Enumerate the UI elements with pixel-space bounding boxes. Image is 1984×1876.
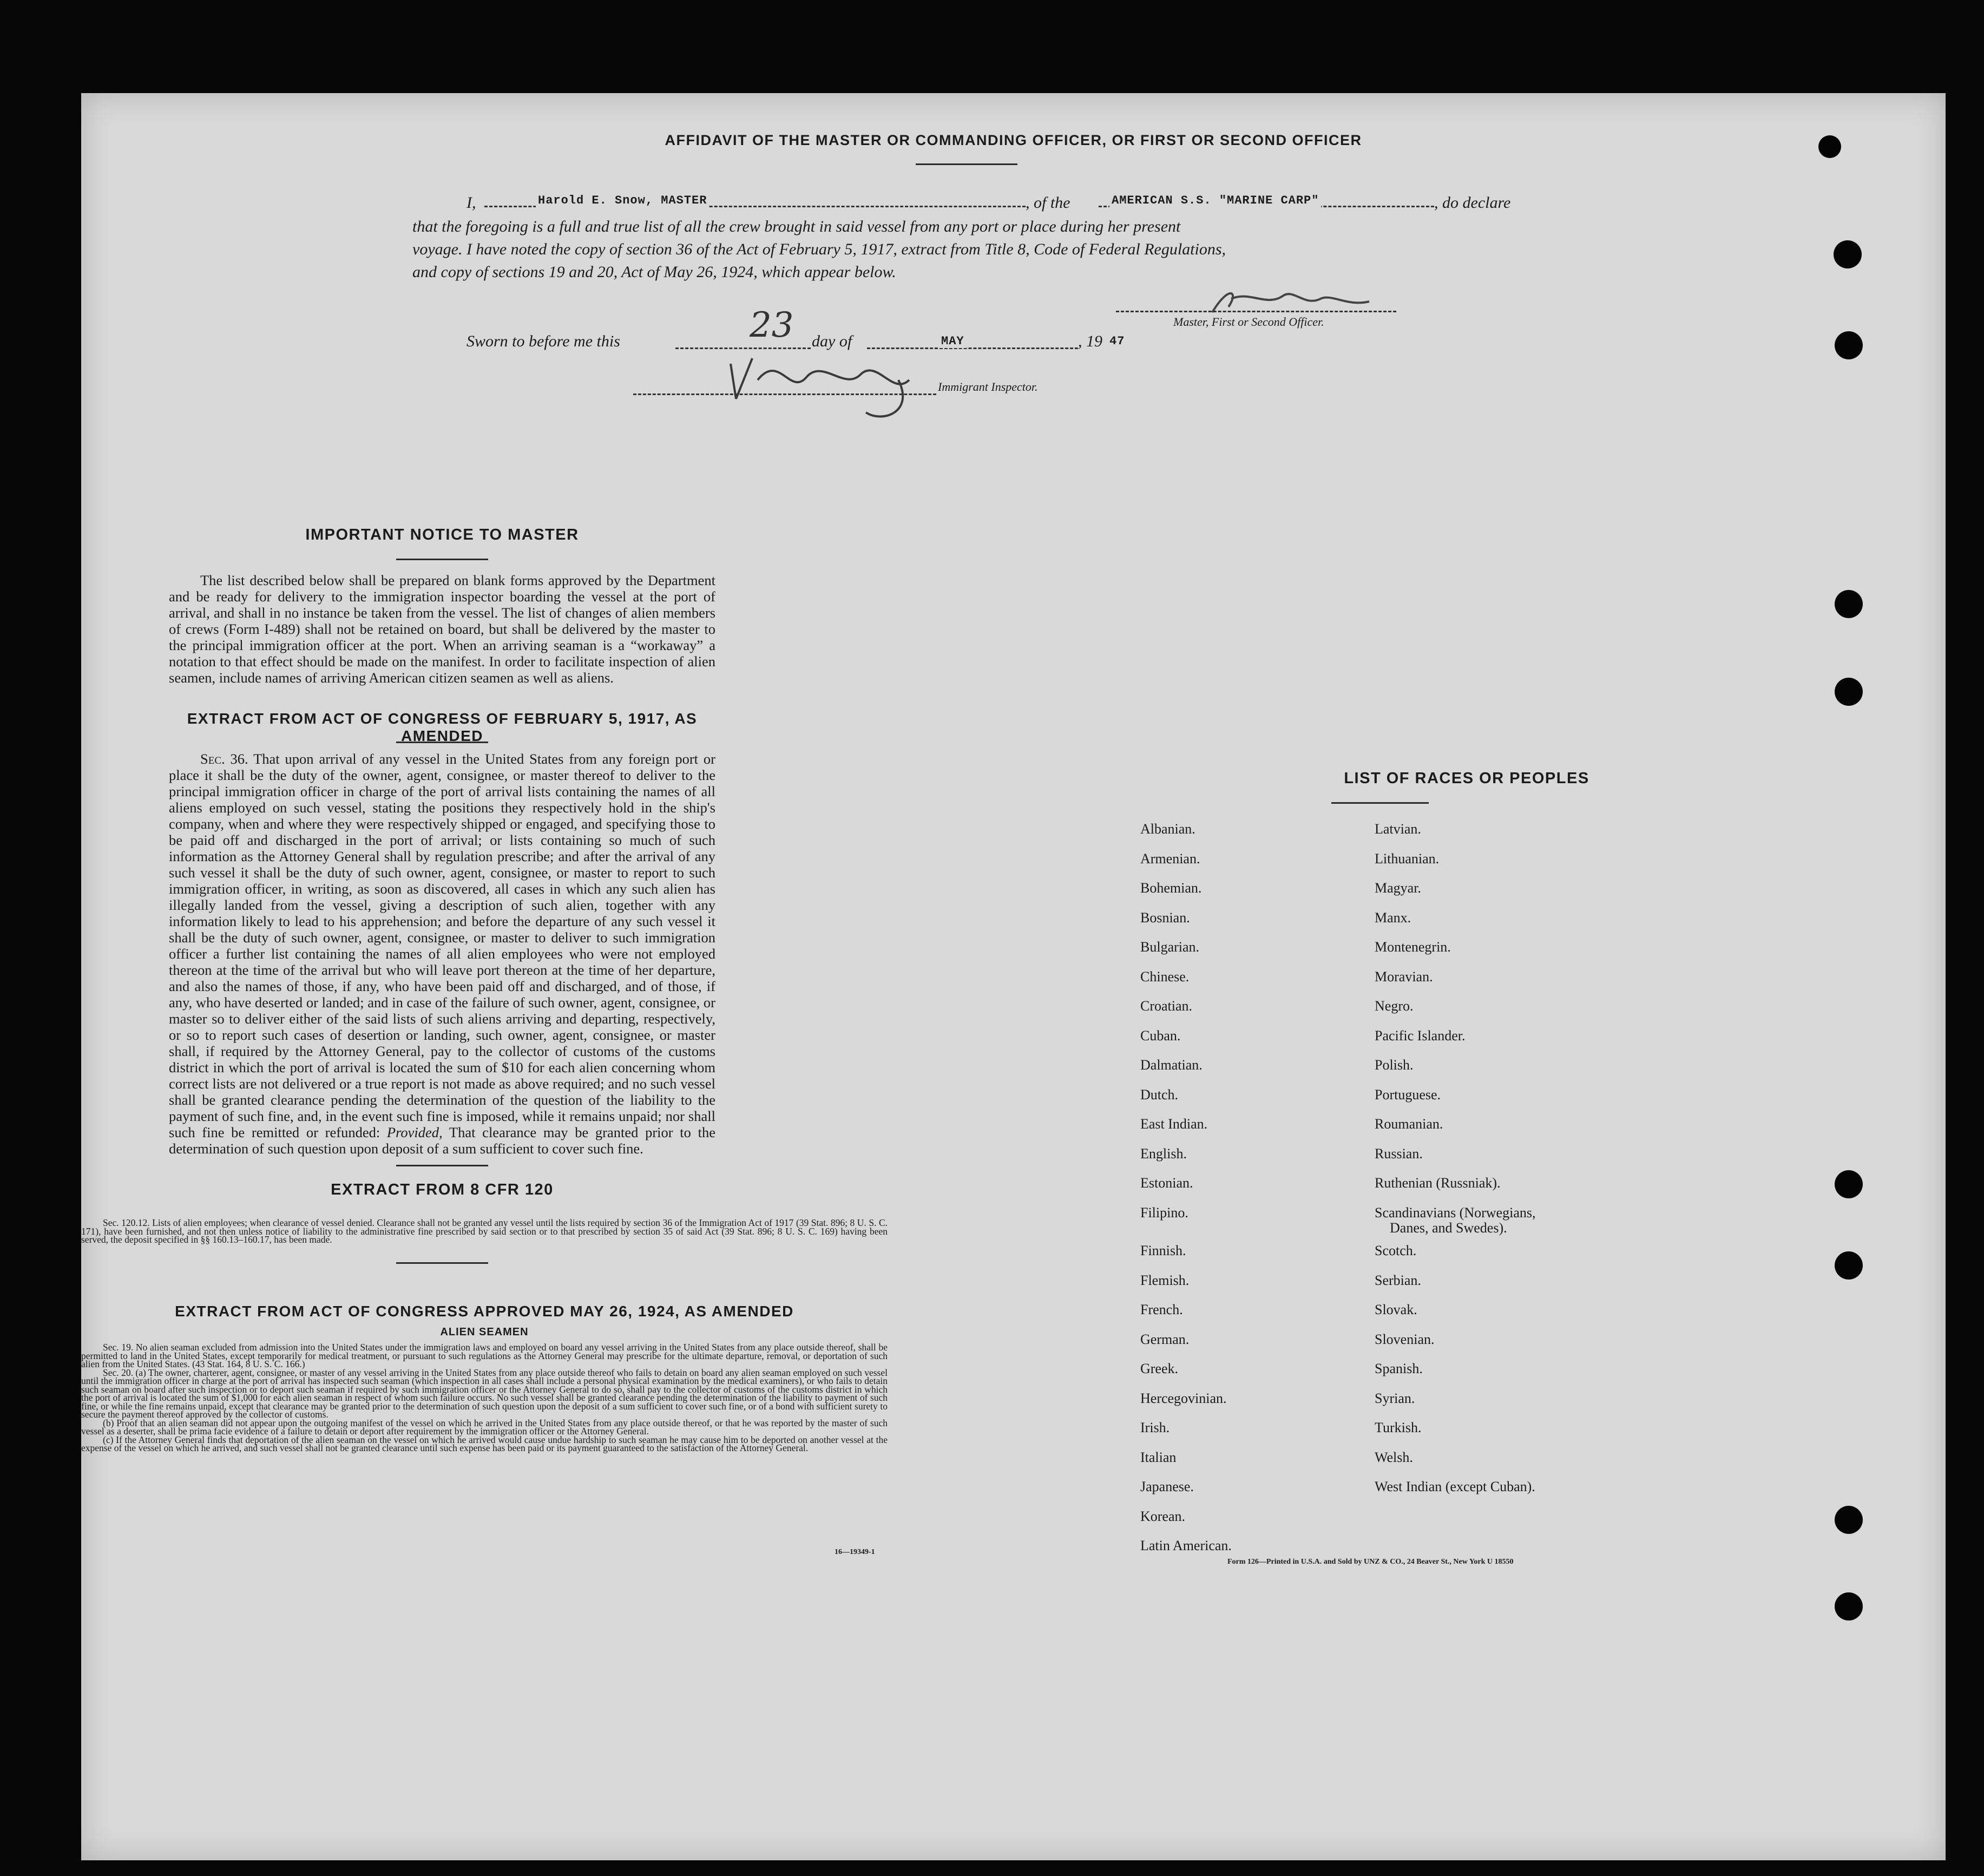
race-item: Negro. <box>1375 998 1414 1014</box>
race-item: Serbian. <box>1375 1272 1421 1288</box>
binder-hole <box>1835 1251 1863 1280</box>
races-heading: LIST OF RACES OR PEOPLES <box>1344 770 1589 787</box>
title-underline <box>916 163 1017 165</box>
cfr-text <box>81 1219 888 1244</box>
race-item: English. <box>1140 1145 1187 1162</box>
race-item: Bosnian. <box>1140 909 1190 926</box>
race-item: Syrian. <box>1375 1390 1415 1406</box>
vessel-name: AMERICAN S.S. "MARINE CARP" <box>1109 194 1321 207</box>
cfr-paragraph: Sec. 120.12. Lists of alien employees; when clearance of vessel denied. Clearance shall not be granted any vessel until the lists required by section 36 of the Immigration Act of 1917 (39 Stat. 896; 8 U. S. C. 171), have been furnished, and not then unless notice of liability to the administrative fine prescribed by said section or to that prescribed by section 35 of said Act (39 Stat. 896; 8 U. S. C. 169) having been served, the deposit specified in §§ 160.13–160.17, has been made. <box>81 1217 888 1245</box>
alien-seamen-subheading: ALIEN SEAMEN <box>440 1326 529 1338</box>
do-declare-label: , do declare <box>1434 194 1511 212</box>
notice-heading: IMPORTANT NOTICE TO MASTER <box>305 526 579 543</box>
race-item: Bohemian. <box>1140 880 1202 896</box>
race-item: German. <box>1140 1331 1190 1347</box>
affidavit-title: AFFIDAVIT OF THE MASTER OR COMMANDING OFFICER, OR FIRST OR SECOND OFFICER <box>665 132 1362 148</box>
print-code: 16—19349-1 <box>835 1548 875 1556</box>
race-item: Turkish. <box>1375 1420 1422 1435</box>
cfr-end-rule <box>396 1262 488 1264</box>
race-item: Portuguese. <box>1375 1086 1441 1103</box>
master-signature-line <box>1116 311 1396 312</box>
race-item: Filipino. <box>1140 1204 1188 1221</box>
extract-1917-text <box>169 751 715 1157</box>
inspector-line <box>633 393 936 395</box>
extract-1917-underline <box>396 742 488 743</box>
race-item: Chinese. <box>1140 968 1190 985</box>
binder-hole <box>1834 240 1862 268</box>
race-item: Greek. <box>1140 1361 1179 1376</box>
race-item: Spanish. <box>1375 1361 1423 1376</box>
master-label: Master, First or Second Officer. <box>1173 315 1324 329</box>
race-item: Russian. <box>1375 1145 1423 1162</box>
year-prefix: , 19 <box>1078 332 1102 350</box>
race-item: Cuban. <box>1140 1027 1181 1044</box>
race-item: Croatian. <box>1140 998 1193 1014</box>
notice-text: The list described below shall be prepared on blank forms approved by the Department and be ready for delivery to the immigration inspector boarding the vessel at the port of arrival, and shall in no instance be taken from the vessel. The list of changes of alien members of crews (Form I-489) shall not be retained on board, but shall be delivered by the master to the principal immigration officer at the port. When an arriving seaman is a “workaway” a notation to that effect should be made on the manifest. In order to facilitate inspection of alien seamen, include names of arriving American citizen seamen as well as aliens. <box>169 572 715 686</box>
sworn-label: Sworn to before me this <box>467 332 620 350</box>
i-label: I, <box>467 194 476 212</box>
race-item: Slovak. <box>1375 1302 1417 1317</box>
race-item: Korean. <box>1140 1508 1186 1524</box>
race-item: Armenian. <box>1140 850 1200 867</box>
race-item: Italian <box>1140 1449 1177 1465</box>
races-underline <box>1331 802 1429 804</box>
sec-36-label: Sec. 36. <box>200 751 248 767</box>
sec-20b-paragraph: (b) Proof that an alien seaman did not appear upon the outgoing manifest of the vessel on which he arrived in the United States from any place outside thereof, or that he was reported by the master of such vessel as a deserter, shall be prima facie evidence of a failure to detain or deport after requirement by the immigration officer or the Attorney General. <box>81 1417 888 1436</box>
race-item: Magyar. <box>1375 880 1421 896</box>
race-item: Albanian. <box>1140 821 1195 837</box>
race-item: Estonian. <box>1140 1175 1193 1191</box>
race-item: East Indian. <box>1140 1116 1208 1132</box>
of-the-label: , of the <box>1026 194 1070 212</box>
race-item: Slovenian. <box>1375 1331 1435 1347</box>
master-name-rank: Harold E. Snow, MASTER <box>536 194 709 207</box>
race-item: Moravian. <box>1375 968 1433 985</box>
sec-36-body: That upon arrival of any vessel in the United States from any foreign port or place it shall be the duty of the owner, agent, consignee, or master thereof to deliver to the principal immigration officer in charge of the port of arrival lists containing the names of all aliens employed on such vessel, stating the positions they respectively hold in the ship's company, when and where they were respectively shipped or engaged, and specifying those to be paid off and discharged in the port of arrival; or lists containing so much of such information as the Attorney General shall by regulation prescribe; and after the arrival of any such vessel it shall be the duty of such owner, agent, consignee, or master to report to such immigration officer, in writing, as soon as discovered, all cases in which any such alien has illegally landed from the vessel, giving a description of such alien, together with any information likely to lead to his apprehension; and before the departure of any such vessel it shall be the duty of such owner, agent, consignee, or master to deliver to such immigration officer a further list containing the names of all alien employees who were not employed thereon at the time of the arrival but who will leave port thereon at the time of her departure, and also the names of those, if any, who have been paid off and discharged, and of those, if any, who have deserted or landed; and in case of the failure of such owner, agent, consignee, or master so to deliver either of the said lists of such aliens arriving and departing, respectively, or so to report such cases of desertion or landing, such owner, agent, consignee, or master shall, if required by the Attorney General, pay to the collector of customs of the customs district in which the port of arrival is located the sum of $10 for each alien concerning whom correct lists are not delivered or a true report is not made as above required; and no such vessel shall be granted clearance pending the determination of the question of the liability to the payment of such fine, and, in the event such fine is imposed, while it remains unpaid; nor shall such fine be remitted or refunded: <box>169 751 715 1140</box>
document-page <box>81 93 1946 1860</box>
race-item: Hercegovinian. <box>1140 1390 1227 1406</box>
cfr-heading: EXTRACT FROM 8 CFR 120 <box>331 1181 554 1198</box>
sworn-year: 47 <box>1109 334 1125 348</box>
affidavit-line-4: and copy of sections 19 and 20, Act of May 26, 1924, which appear below. <box>412 263 896 281</box>
race-item: Dutch. <box>1140 1086 1179 1103</box>
sec-20a-paragraph: Sec. 20. (a) The owner, charterer, agent, consignee, or master of any vessel arriving in the United States from any place outside thereof who fails to detain on board any alien seaman employed on such vessel until the immigration officer in charge at the port of arrival has inspected such seaman (which inspection in all cases shall include a personal physical examination by the medical examiners), or who fails to detain such seaman on board after such inspection or to deport such seaman if required by such immigration officer or the Attorney General to do so, shall pay to the collector of customs of the customs district in which the port of arrival is located the sum of $1,000 for each alien seaman in respect of whom such failure occurs. No such vessel shall be granted clearance pending the determination of the liability to payment of such fine, or while the fine remains unpaid, except that clearance may be granted prior to the determination of such question upon the deposit of a sum sufficient to cover such fine, or of a bond with sufficient surety to secure the payment thereof approved by the collector of customs. <box>81 1367 888 1420</box>
race-item: Polish. <box>1375 1057 1414 1073</box>
binder-hole <box>1835 678 1863 706</box>
form-print-note: Form 126—Printed in U.S.A. and Sold by UNZ & CO., 24 Beaver St., New York U 18550 <box>1227 1558 1514 1566</box>
binder-hole <box>1818 135 1841 158</box>
binder-hole <box>1835 1592 1863 1621</box>
binder-hole <box>1835 331 1863 359</box>
affidavit-line-3: voyage. I have noted the copy of section 36 of the Act of February 5, 1917, extract from Title 8, Code of Federal Regulations, <box>412 240 1226 258</box>
binder-hole <box>1835 1506 1863 1534</box>
race-item: Danes, and Swedes). <box>1390 1219 1507 1236</box>
sec-19-paragraph: Sec. 19. No alien seaman excluded from admission into the United States under the immigration laws and employed on board any vessel arriving in the United States from any place outside thereof, shall be permitted to land in the United States, except temporarily for medical treatment, or pursuant to such regulations as the Attorney General may prescribe for the ultimate departure, removal, or deportation of such alien from the United States. (43 Stat. 164, 8 U. S. C. 166.) <box>81 1342 888 1369</box>
race-item: Scandinavians (Norwegians, <box>1375 1204 1536 1221</box>
sworn-day: 23 <box>750 305 794 345</box>
race-item: French. <box>1140 1302 1183 1317</box>
race-item: Dalmatian. <box>1140 1057 1203 1073</box>
race-item: Latin American. <box>1140 1538 1232 1553</box>
race-item: Irish. <box>1140 1420 1170 1435</box>
extract-1917-end-rule <box>396 1165 488 1166</box>
race-item: Bulgarian. <box>1140 939 1200 955</box>
provided-label: Provided, <box>386 1124 443 1140</box>
inspector-label: Immigrant Inspector. <box>938 380 1038 393</box>
race-item: Roumanian. <box>1375 1116 1443 1132</box>
race-item: Welsh. <box>1375 1449 1413 1465</box>
race-item: Japanese. <box>1140 1479 1194 1494</box>
race-item: Lithuanian. <box>1375 850 1440 867</box>
race-item: Ruthenian (Russniak). <box>1375 1175 1501 1191</box>
day-of-label: day of <box>812 332 852 350</box>
race-item: West Indian (except Cuban). <box>1375 1479 1535 1494</box>
sec-20c-paragraph: (c) If the Attorney General finds that deportation of the alien seaman on the vessel on which he arrived would cause undue hardship to such seaman he may cause him to be deported on another vessel at the expense of the vessel on which he arrived, and such vessel shall not be granted clearance until such expense has been paid or its payment guaranteed to the satisfaction of the Attorney General. <box>81 1434 888 1453</box>
race-item: Scotch. <box>1375 1243 1417 1258</box>
race-item: Flemish. <box>1140 1272 1190 1288</box>
race-item: Finnish. <box>1140 1243 1186 1258</box>
sworn-month: MAY <box>939 334 967 348</box>
binder-hole <box>1835 590 1863 618</box>
race-item: Latvian. <box>1375 821 1421 837</box>
race-item: Pacific Islander. <box>1375 1027 1466 1044</box>
extract-1924-text <box>81 1343 888 1453</box>
sec-36-proviso: That clearance may be granted prior to the determination of such question upon deposit of a sum sufficient to cover such fine. <box>169 1124 715 1157</box>
affidavit-line-2: that the foregoing is a full and true list of all the crew brought in said vessel from any port or place during her present <box>412 218 1181 235</box>
notice-underline <box>396 559 488 560</box>
binder-hole <box>1835 1170 1863 1198</box>
extract-1917-heading: EXTRACT FROM ACT OF CONGRESS OF FEBRUARY 5, 1917, AS AMENDED <box>187 710 698 744</box>
race-item: Montenegrin. <box>1375 939 1451 955</box>
race-item: Manx. <box>1375 909 1411 926</box>
extract-1924-heading: EXTRACT FROM ACT OF CONGRESS APPROVED MAY 26, 1924, AS AMENDED <box>175 1303 794 1320</box>
